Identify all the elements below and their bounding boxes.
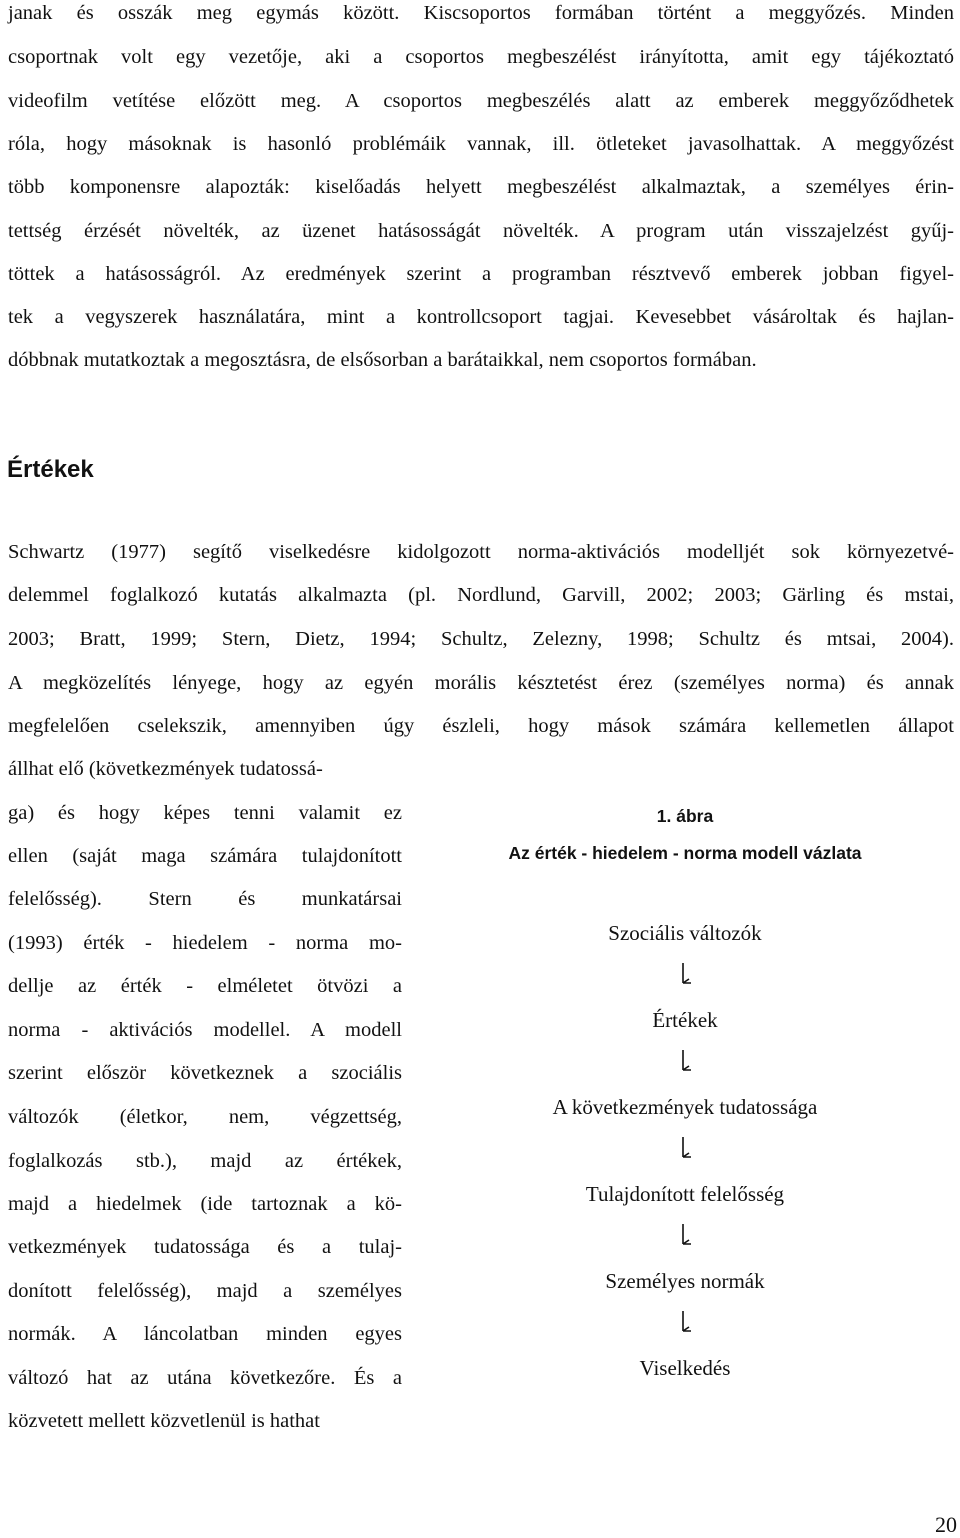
text-line: A megközelítés lényege, hogy az egyén morális késztetést érez (személyes norma) és annak bbox=[8, 672, 954, 694]
text-line: több komponensre alapozták: kiselőadás helyett megbeszélést alkalmaztak, a személyes érin- bbox=[8, 176, 954, 198]
flow-step-awareness-of-consequences: A következmények tudatossága bbox=[552, 1095, 818, 1119]
flow-step-personal-norms: Személyes normák bbox=[605, 1269, 765, 1293]
text-line: ellen (saját maga számára tulajdonított bbox=[8, 845, 402, 867]
text-line: foglalkozás stb.), majd az értékek, bbox=[8, 1150, 402, 1172]
text-line: változók (életkor, nem, végzettség, bbox=[8, 1106, 402, 1128]
text-line: csoportnak volt egy vezetője, aki a csoportos megbeszélést irányította, amit egy tájékoztató bbox=[8, 46, 954, 68]
down-arrow-icon bbox=[675, 1135, 701, 1165]
down-arrow-icon bbox=[675, 961, 701, 991]
text-line: dóbbnak mutatkoztak a megosztásra, de elsősorban a barátaikkal, nem csoportos formában. bbox=[8, 349, 757, 371]
text-line: vetkezmények tudatossága és a tulaj- bbox=[8, 1236, 402, 1258]
figure-label: 1. ábra bbox=[656, 806, 714, 826]
text-line: 2003; Bratt, 1999; Stern, Dietz, 1994; Schultz, Zelezny, 1998; Schultz és mtsai, 2004). bbox=[8, 628, 954, 650]
text-line: normák. A láncolatban minden egyes bbox=[8, 1323, 402, 1345]
text-line: videofilm vetítése előzött meg. A csoportos megbeszélés alatt az emberek meggyőződhetek bbox=[8, 90, 954, 112]
down-arrow-icon bbox=[675, 1222, 701, 1252]
figure-value-belief-norm-model bbox=[430, 800, 940, 1390]
text-line: delemmel foglalkozó kutatás alkalmazta (pl. Nordlund, Garvill, 2002; 2003; Gärling és mstai, bbox=[8, 584, 954, 606]
flow-step-ascribed-responsibility: Tulajdonított felelősség bbox=[585, 1182, 785, 1206]
text-line: változó hat az utána következőre. És a bbox=[8, 1367, 402, 1389]
flow-step-social-variables: Szociális változók bbox=[608, 921, 762, 945]
text-line: ga) és hogy képes tenni valamit ez bbox=[8, 802, 402, 824]
flow-step-values: Értékek bbox=[652, 1008, 718, 1032]
text-line: szerint először következnek a szociális bbox=[8, 1062, 402, 1084]
text-line: tek a vegyszerek használatára, mint a kontrollcsoport tagjai. Kevesebbet vásároltak és hajlan- bbox=[8, 306, 954, 328]
text-line: tettség érzését növelték, az üzenet hatásosságát növelték. A program után visszajelzést gyűj- bbox=[8, 220, 954, 242]
text-line: Schwartz (1977) segítő viselkedésre kidolgozott norma-aktivációs modelljét sok környezetvé- bbox=[8, 541, 954, 563]
down-arrow-icon bbox=[675, 1048, 701, 1078]
figure-title: Az érték - hiedelem - norma modell vázlata bbox=[508, 843, 862, 863]
text-line: majd a hiedelmek (ide tartoznak a kö- bbox=[8, 1193, 402, 1215]
text-line: norma - aktivációs modellel. A modell bbox=[8, 1019, 402, 1041]
text-line: felelősség). Stern és munkatársai bbox=[8, 888, 402, 910]
text-line: megfelelően cselekszik, amennyiben úgy észleli, hogy mások számára kellemetlen állapot bbox=[8, 715, 954, 737]
text-line: töttek a hatásosságról. Az eredmények szerint a programban résztvevő emberek jobban figyel- bbox=[8, 263, 954, 285]
text-line: (1993) érték - hiedelem - norma mo- bbox=[8, 932, 402, 954]
page-number: 20 bbox=[935, 1512, 957, 1537]
text-line: janak és osszák meg egymás között. Kiscsoportos formában történt a meggyőzés. Minden bbox=[8, 2, 954, 24]
down-arrow-icon bbox=[675, 1309, 701, 1339]
flow-step-behavior: Viselkedés bbox=[639, 1356, 731, 1380]
text-line: dellje az érték - elméletet ötvözi a bbox=[8, 975, 402, 997]
text-line: donított felelősség), majd a személyes bbox=[8, 1280, 402, 1302]
text-line: állhat elő (következmények tudatossá- bbox=[8, 758, 323, 780]
text-line: közvetett mellett közvetlenül is hathat bbox=[8, 1410, 320, 1432]
section-heading: Értékek bbox=[7, 456, 94, 483]
text-line: róla, hogy másoknak is hasonló problémáik vannak, ill. ötleteket javasolhattak. A meggyőzést bbox=[8, 133, 954, 155]
